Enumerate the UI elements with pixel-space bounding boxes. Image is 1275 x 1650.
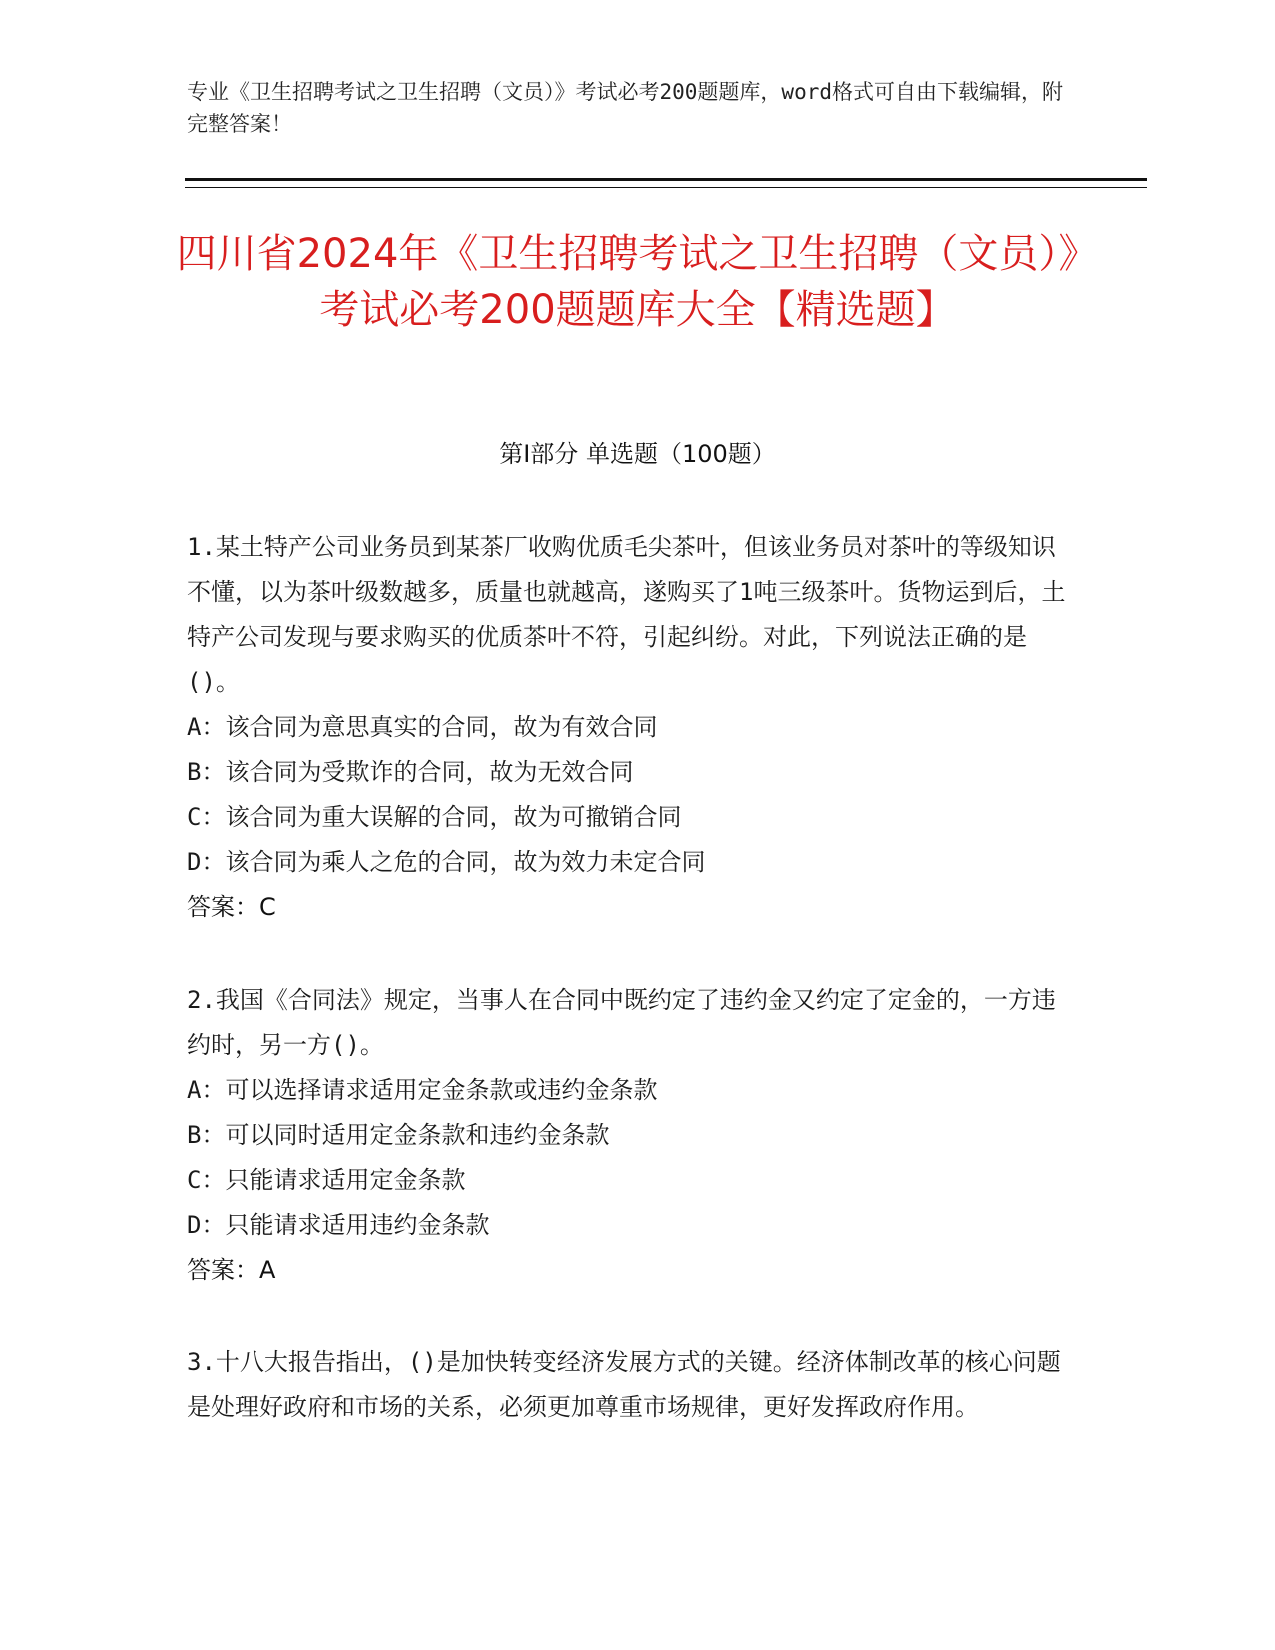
question-1 xyxy=(187,525,1067,930)
option-a: A：可以选择请求适用定金条款或违约金条款 xyxy=(187,1076,658,1104)
section-heading: 第I部分 单选题（100题） xyxy=(499,440,776,468)
document-title: 四川省2024年《卫生招聘考试之卫生招聘（文员）》考试必考200题题库大全【精选题】 xyxy=(176,231,1099,333)
question-stem: 2.我国《合同法》规定，当事人在合同中既约定了违约金又约定了定金的，一方违约时，另一方()。 xyxy=(187,986,1056,1059)
option-d: D：只能请求适用违约金条款 xyxy=(187,1211,490,1239)
option-b: B：可以同时适用定金条款和违约金条款 xyxy=(187,1121,610,1149)
header-rule-thin xyxy=(185,187,1147,188)
option-b: B：该合同为受欺诈的合同，故为无效合同 xyxy=(187,758,634,786)
answer: 答案：A xyxy=(187,1256,276,1284)
question-2 xyxy=(187,978,1067,1293)
header-note: 专业《卫生招聘考试之卫生招聘（文员）》考试必考200题题库，word格式可自由下载编辑，附完整答案！ xyxy=(187,80,1063,136)
question-stem: 1.某土特产公司业务员到某茶厂收购优质毛尖茶叶，但该业务员对茶叶的等级知识不懂，以为茶叶级数越多，质量也就越高，遂购买了1吨三级茶叶。货物运到后，土特产公司发现与要求购买的优质茶叶不符，引起纠纷。对此，下列说法正确的是()。 xyxy=(187,533,1066,696)
option-d: D：该合同为乘人之危的合同，故为效力未定合同 xyxy=(187,848,706,876)
header-rule-thick xyxy=(185,178,1147,181)
option-c: C：只能请求适用定金条款 xyxy=(187,1166,466,1194)
option-a: A：该合同为意思真实的合同，故为有效合同 xyxy=(187,713,658,741)
option-c: C：该合同为重大误解的合同，故为可撤销合同 xyxy=(187,803,682,831)
question-3 xyxy=(187,1340,1067,1430)
answer: 答案：C xyxy=(187,893,276,921)
question-stem: 3.十八大报告指出，()是加快转变经济发展方式的关键。经济体制改革的核心问题是处理好政府和市场的关系，必须更加尊重市场规律，更好发挥政府作用。 xyxy=(187,1348,1061,1421)
